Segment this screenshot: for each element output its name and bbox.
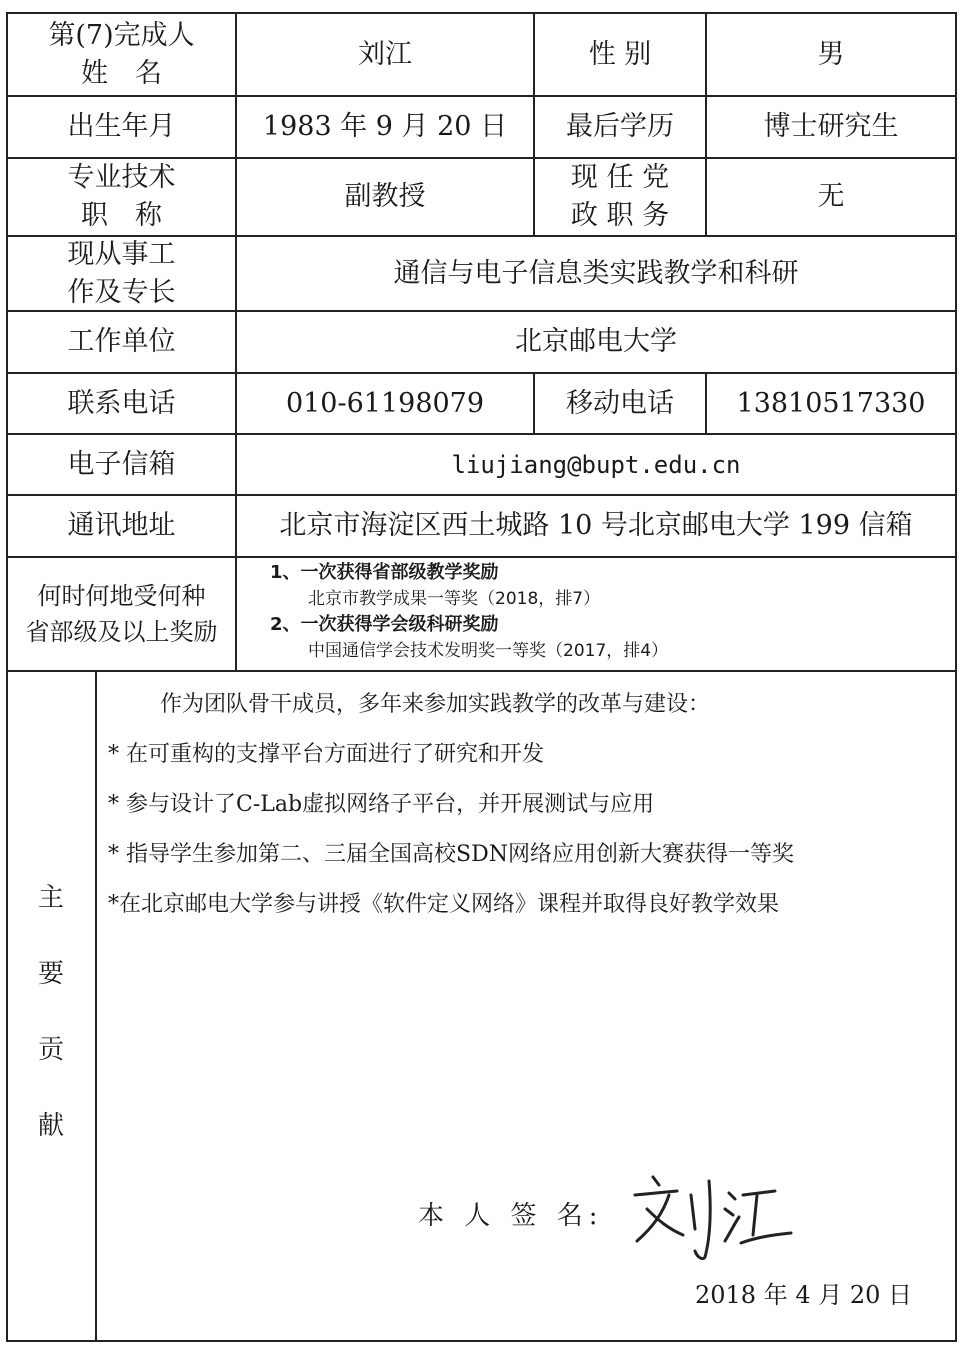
signature-label: 本 人 签 名: xyxy=(418,1201,604,1231)
unit-label: 工作单位 xyxy=(67,326,176,357)
party-position-label xyxy=(535,159,705,235)
contribution-intro: 作为团队骨干成员，多年来参加实践教学的改革与建设： xyxy=(160,692,711,717)
name-label xyxy=(8,14,235,95)
birth-value: 1983 年 9 月 20 日 xyxy=(262,111,508,142)
title-label-line1: 专业技术 xyxy=(67,162,176,193)
contribution-item: * 参与设计了C-Lab虚拟网络子平台，并开展测试与应用 xyxy=(108,792,655,817)
address-label: 通讯地址 xyxy=(67,510,176,541)
party-position-label-line2: 政 职 务 xyxy=(570,200,670,231)
email-value: liujiang@bupt.edu.cn xyxy=(451,450,741,479)
contribution-label-char: 贡 xyxy=(38,1035,65,1065)
work-label-line1: 现从事工 xyxy=(67,238,176,270)
unit-value: 北京邮电大学 xyxy=(515,326,677,357)
education-label: 最后学历 xyxy=(566,111,674,142)
title-label xyxy=(8,159,235,235)
contribution-label-char: 要 xyxy=(38,959,65,989)
contribution-item: * 指导学生参加第二、三届全国高校SDN网络应用创新大赛获得一等奖 xyxy=(108,842,794,867)
name-value: 刘江 xyxy=(358,38,412,70)
awards-label-line2: 省部级及以上奖励 xyxy=(25,618,218,646)
signature-date: 2018 年 4 月 20 日 xyxy=(695,1281,913,1309)
contribution-label-char: 主 xyxy=(38,883,65,913)
name-label-line2: 姓 名 xyxy=(81,57,162,89)
awards-label-line1: 何时何地受何种 xyxy=(37,582,206,610)
mobile-label: 移动电话 xyxy=(566,387,674,419)
education-value: 博士研究生 xyxy=(763,111,899,142)
name-label-line1: 第(7)完成人 xyxy=(48,19,195,51)
phone-value: 010-61198079 xyxy=(285,387,485,419)
award-detail: 北京市教学成果一等奖（2018，排7） xyxy=(308,589,601,609)
mobile-value: 13810517330 xyxy=(736,387,926,419)
email-label: 电子信箱 xyxy=(67,448,176,480)
award-heading: 1、一次获得省部级教学奖励 xyxy=(270,562,499,583)
border-right xyxy=(955,12,957,1342)
work-label xyxy=(8,237,235,310)
party-position-label-line1: 现 任 党 xyxy=(570,162,670,193)
contribution-label-char: 献 xyxy=(38,1111,65,1141)
gender-value: 男 xyxy=(817,38,845,70)
awards-label xyxy=(8,558,235,670)
birth-label: 出生年月 xyxy=(67,111,176,142)
contribution-item: *在北京邮电大学参与讲授《软件定义网络》课程并取得良好教学效果 xyxy=(108,892,780,917)
title-label-line2: 职 称 xyxy=(81,200,162,231)
award-heading: 2、一次获得学会级科研奖励 xyxy=(270,614,499,635)
gender-label: 性 别 xyxy=(588,38,652,70)
address-value: 北京市海淀区西土城路 10 号北京邮电大学 199 信箱 xyxy=(279,510,913,541)
handwritten-signature xyxy=(625,1165,795,1265)
phone-label: 联系电话 xyxy=(67,387,176,419)
border-bottom xyxy=(6,1340,957,1342)
award-detail: 中国通信学会技术发明奖一等奖（2017，排4） xyxy=(308,641,669,661)
title-value: 副教授 xyxy=(344,181,426,212)
contribution-item: * 在可重构的支撑平台方面进行了研究和开发 xyxy=(108,742,544,767)
contribution-col-divider xyxy=(95,670,97,1342)
work-value: 通信与电子信息类实践教学和科研 xyxy=(393,257,799,289)
contribution-text xyxy=(108,690,928,940)
awards-list xyxy=(270,560,960,664)
party-position-value: 无 xyxy=(817,181,845,212)
row-divider xyxy=(6,670,957,672)
work-label-line2: 作及专长 xyxy=(67,276,176,308)
